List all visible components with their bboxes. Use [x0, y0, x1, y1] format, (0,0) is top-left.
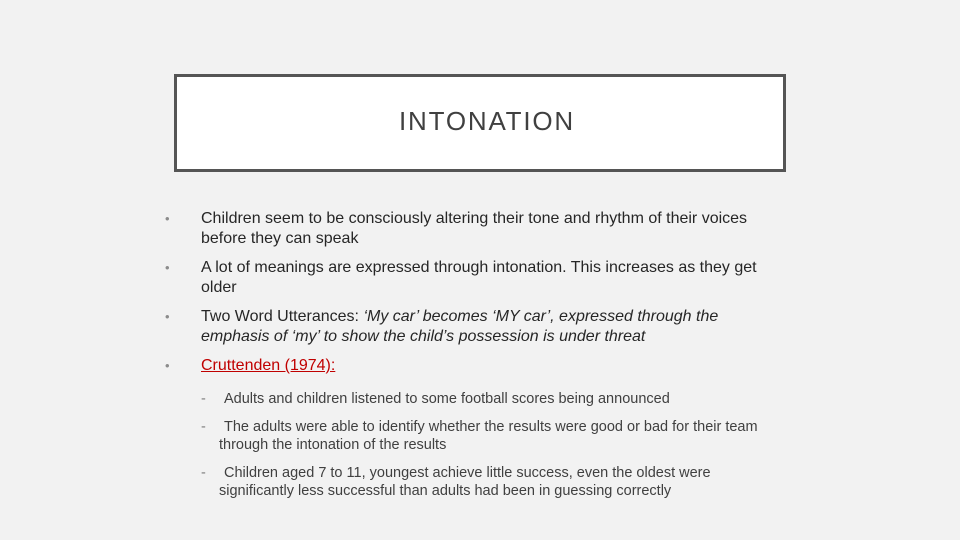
bullet-list: [165, 209, 785, 500]
bullet-item: [165, 307, 785, 347]
bullet-item: [165, 209, 785, 249]
bullet-dot-icon: •: [165, 260, 170, 275]
bullet-dot-icon: •: [165, 358, 170, 373]
sub-bullet-list: [201, 390, 785, 500]
title-box: [174, 74, 786, 172]
bullet-text: Children seem to be consciously altering their tone and rhythm of their voices before they can speak: [201, 210, 748, 247]
bullet-text-italic: ‘My car’ becomes ‘MY car’, expressed through the emphasis of ‘my’ to show the child’s possession is under threat: [201, 308, 719, 345]
dash-icon: -: [201, 391, 206, 407]
reference-link[interactable]: Cruttenden (1974):: [201, 357, 336, 374]
bullet-text-prefix: Two Word Utterances:: [201, 308, 364, 325]
sub-bullet-item: [201, 390, 785, 408]
dash-icon: -: [201, 419, 206, 435]
dash-icon: -: [201, 465, 206, 481]
bullet-dot-icon: •: [165, 211, 170, 226]
sub-bullet-text: Children aged 7 to 11, youngest achieve little success, even the oldest were significantly less successful than adults had been in guessing correctly: [219, 465, 711, 499]
sub-bullet-item: [201, 464, 785, 500]
bullet-item: [165, 356, 785, 500]
bullet-text: A lot of meanings are expressed through intonation. This increases as they get older: [201, 259, 757, 296]
sub-bullet-text: Adults and children listened to some football scores being announced: [224, 391, 670, 407]
sub-bullet-text: The adults were able to identify whether the results were good or bad for their team through the intonation of the results: [219, 419, 758, 453]
sub-bullet-item: [201, 418, 785, 454]
bullet-dot-icon: •: [165, 309, 170, 324]
bullet-item: [165, 258, 785, 298]
slide-title: INTONATION: [399, 105, 575, 136]
